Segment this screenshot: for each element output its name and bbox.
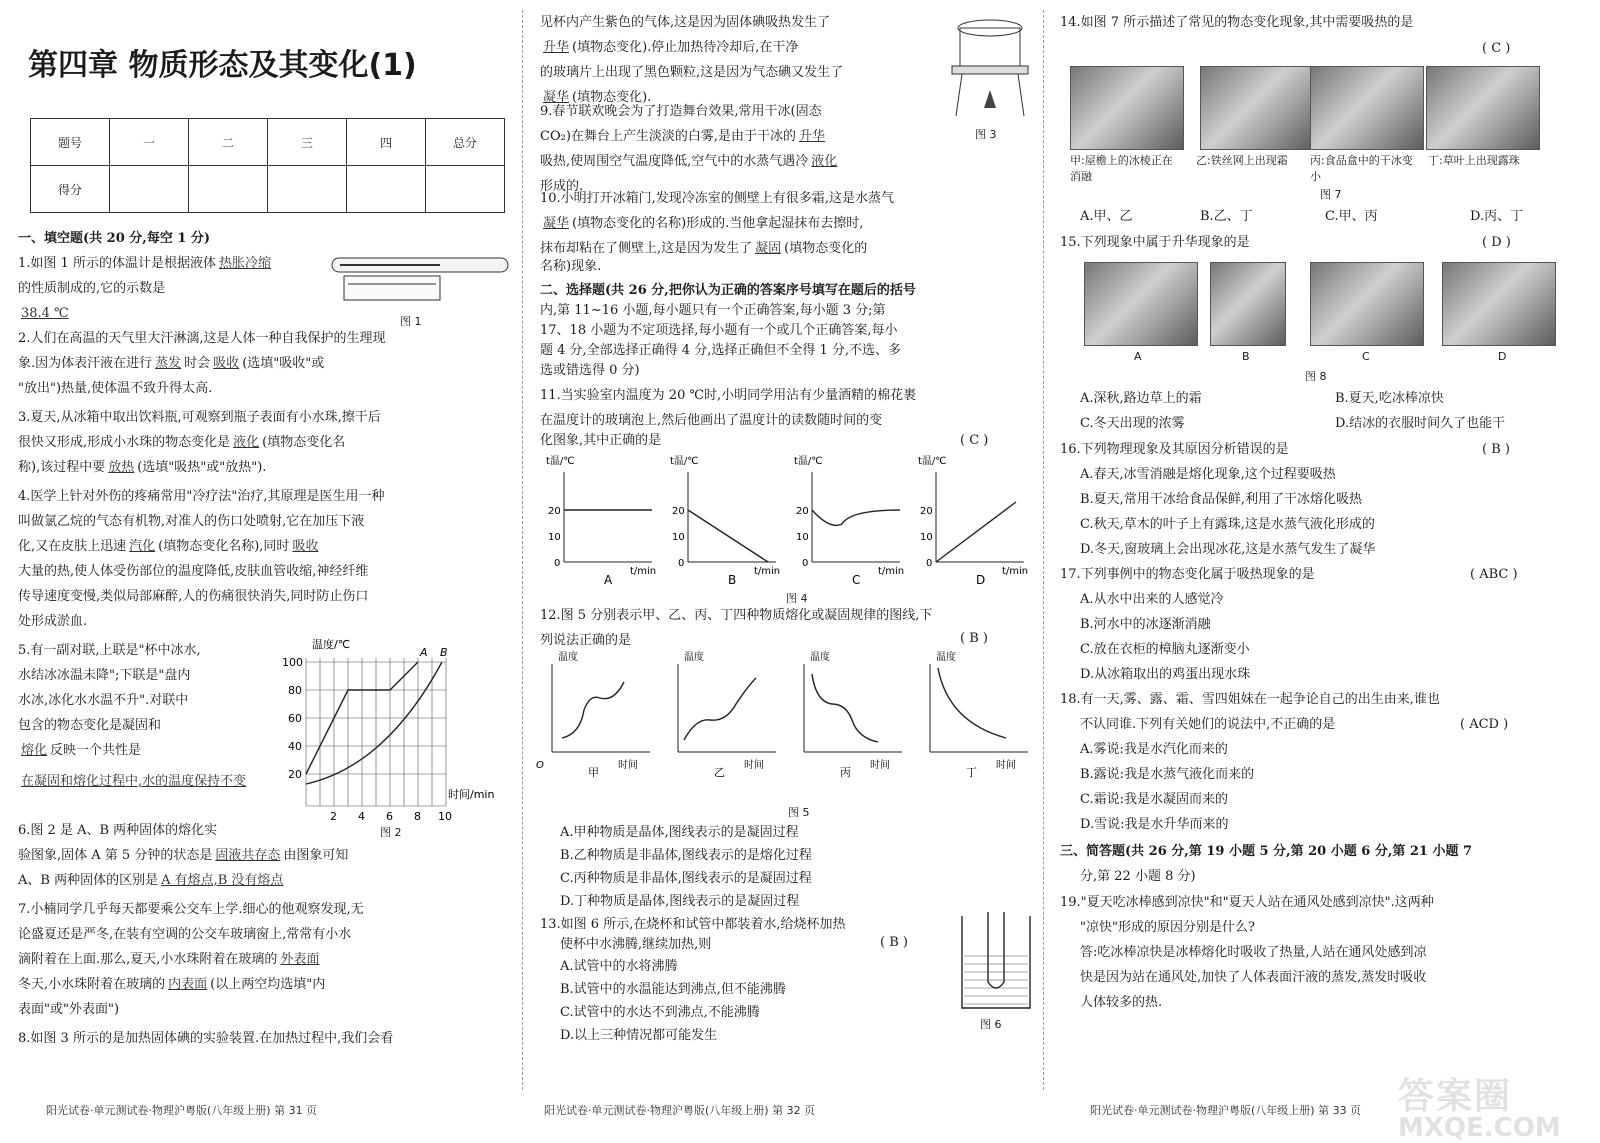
section-2-line4: 题 4 分,全部选择正确得 4 分,选择正确但不全得 1 分,不选、多 [540, 343, 902, 358]
q1-line1: 1.如图 1 所示的体温计是根据液体 热胀冷缩 [18, 256, 271, 271]
q12-option-c: C.丙种物质是非晶体,图线表示的是凝固过程 [560, 871, 812, 886]
q5-line2: 水结冰冰温未降";下联是"盘内 [18, 668, 191, 683]
q4-line2: 叫做氯乙烷的气态有机物,对准人的伤口处喷射,它在加压下液 [18, 514, 365, 529]
svg-text:0: 0 [678, 558, 685, 569]
right-column [1050, 0, 1595, 1143]
section-2-line3: 17、18 小题为不定项选择,每小题有一个或几个正确答案,每小 [540, 323, 898, 338]
q6-line3: A、B 两种固体的区别是 A 有熔点,B 没有熔点 [18, 873, 284, 888]
score-cell [189, 166, 268, 213]
svg-text:甲: 甲 [588, 766, 599, 779]
q18-option-b: B.露说:我是水蒸气液化而来的 [1080, 767, 1255, 782]
svg-text:4: 4 [358, 810, 365, 823]
q9-line4: 形成的. [540, 179, 584, 194]
score-cell [110, 166, 189, 213]
q6-line1: 6.图 2 是 A、B 两种固体的熔化实 [18, 823, 218, 838]
fig8-label-a: A [1134, 350, 1142, 363]
q16-line1: 16.下列物理现象及其原因分析错误的是 [1060, 442, 1289, 457]
q19-line1: 19."夏天吃冰棒感到凉快"和"夏天人站在通风处感到凉快".这两种 [1060, 895, 1434, 910]
q7-line4: 冬天,小水珠附着在玻璃的 内表面 (以上两空均选填"内 [18, 977, 326, 992]
q17-line1: 17.下列事例中的物态变化属于吸热现象的是 [1060, 567, 1315, 582]
fig4-chart-a [546, 455, 656, 587]
score-table [30, 118, 505, 213]
fig7-photo-jia [1070, 66, 1184, 150]
fig8-label-b: B [1242, 350, 1250, 363]
figure-1-caption: 图 1 [400, 315, 422, 328]
q8-line1: 8.如图 3 所示的是加热固体碘的实验装置.在加热过程中,我们会看 [18, 1031, 394, 1046]
q15-option-d: D.结冰的衣服时间久了也能干 [1335, 416, 1506, 431]
svg-text:t/min: t/min [1002, 566, 1029, 577]
svg-text:t温/℃: t温/℃ [794, 456, 823, 467]
score-cell [268, 166, 347, 213]
section-1-heading: 一、填空题(共 20 分,每空 1 分) [18, 231, 211, 246]
score-header: 一 [110, 119, 189, 166]
score-header: 总分 [426, 119, 505, 166]
q9-line1: 9.春节联欢晚会为了打造舞台效果,常用干冰(固态 [540, 104, 822, 119]
q7-line5: 表面"或"外表面") [18, 1002, 120, 1017]
q2-line2: 象.因为体表汗液在进行 蒸发 时会 吸收 (选填"吸收"或 [18, 356, 325, 371]
score-cell [347, 166, 426, 213]
svg-text:t温/℃: t温/℃ [670, 456, 699, 467]
q5-line3: 水冰,冰化水水温不升".对联中 [18, 693, 189, 708]
svg-text:100: 100 [282, 656, 303, 669]
q4-line4: 大量的热,使人体受伤部位的温度降低,皮肤血管收缩,神经纤维 [18, 564, 369, 579]
q19-answer-line3: 人体较多的热. [1080, 995, 1163, 1010]
fig5-chart-ding [930, 650, 1028, 779]
fig7-photo-bing [1310, 66, 1424, 150]
q4-line1: 4.医学上针对外伤的疼痛常用"冷疗法"治疗,其原理是医生用一种 [18, 489, 385, 504]
svg-text:O: O [536, 760, 544, 771]
q15-line1: 15.下列现象中属于升华现象的是 [1060, 235, 1250, 250]
q11-answer: ( C ) [960, 433, 989, 448]
fig5-chart-yi [678, 650, 776, 779]
q12-line2: 列说法正确的是 [540, 633, 632, 648]
fig8-photo-b [1210, 262, 1286, 346]
fig5-chart-jia [536, 650, 650, 779]
fig8-photo-a [1084, 262, 1198, 346]
q14-line1: 14.如图 7 所示描述了常见的物态变化现象,其中需要吸热的是 [1060, 15, 1414, 30]
svg-text:20: 20 [288, 768, 302, 781]
figure-7-caption: 图 7 [1320, 188, 1342, 201]
curve-b [306, 662, 442, 784]
q18-line2: 不认同谁.下列有关她们的说法中,不正确的是 [1080, 717, 1336, 732]
figure-3-caption: 图 3 [975, 128, 997, 141]
fig7-caption-bing: 丙:食品盒中的干冰变小 [1310, 154, 1413, 183]
q15-answer: ( D ) [1482, 235, 1511, 250]
svg-text:t/min: t/min [754, 566, 781, 577]
q10-line1: 10.小明打开冰箱门,发现冷冻室的侧壁上有很多霜,这是水蒸气 [540, 191, 894, 206]
svg-text:A: A [604, 573, 613, 587]
fig5-chart-bing [804, 650, 902, 779]
figure-8-caption: 图 8 [1305, 370, 1327, 383]
q13-option-b: B.试管中的水温能达到沸点,但不能沸腾 [560, 982, 786, 997]
q17-option-d: D.从冰箱取出的鸡蛋出现水珠 [1080, 667, 1251, 682]
fig4-chart-c [794, 455, 904, 587]
q11-line1: 11.当实验室内温度为 20 ℃时,小明同学用沾有少量酒精的棉花裹 [540, 388, 917, 403]
q16-option-b: B.夏天,常用干冰给食品保鲜,利用了干冰熔化吸热 [1080, 492, 1362, 507]
figure-2-chart [276, 636, 512, 834]
svg-text:40: 40 [288, 740, 302, 753]
q15-option-c: C.冬天出现的浓雾 [1080, 416, 1185, 431]
svg-text:80: 80 [288, 684, 302, 697]
q8-cont-line3: 的玻璃片上出现了黑色颗粒,这是因为气态碘又发生了 [540, 65, 844, 80]
fig7-caption-yi: 乙:铁丝网上出现霜 [1196, 154, 1288, 167]
svg-text:10: 10 [796, 532, 809, 543]
q11-line2: 在温度计的玻璃泡上,然后他画出了温度计的读数随时间的变 [540, 413, 883, 428]
q5-answer: 在凝固和熔化过程中,水的温度保持不变 [21, 774, 247, 789]
page-footer-33: 阳光试卷·单元测试卷·物理沪粤版(八年级上册) 第 33 页 [1090, 1104, 1362, 1117]
q12-option-d: D.丁种物质是晶体,图线表示的是凝固过程 [560, 894, 800, 909]
score-row-label: 得分 [31, 166, 110, 213]
q3-line3: 称),该过程中要 放热 (选填"吸热"或"放热"). [18, 460, 267, 475]
figure-5-charts [534, 648, 1034, 788]
svg-text:D: D [976, 573, 986, 587]
q5-line5: 熔化 反映一个共性是 [21, 743, 142, 758]
section-3-heading: 三、简答题(共 26 分,第 19 小题 5 分,第 20 小题 6 分,第 21 小题 7 [1060, 844, 1473, 859]
q12-answer: ( B ) [960, 631, 988, 646]
svg-text:0: 0 [802, 558, 809, 569]
q14-option-b: B.乙、丁 [1200, 209, 1253, 224]
q3-line1: 3.夏天,从冰箱中取出饮料瓶,可观察到瓶子表面有小水珠,擦干后 [18, 410, 381, 425]
fig4-chart-d [918, 455, 1028, 587]
score-header: 题号 [31, 119, 110, 166]
q1-line3: 38.4 ℃ [21, 306, 69, 321]
q14-answer: ( C ) [1482, 41, 1511, 56]
q18-answer: ( ACD ) [1460, 717, 1509, 732]
svg-text:温度: 温度 [810, 652, 830, 663]
figure-3-apparatus [948, 14, 1032, 124]
q14-option-c: C.甲、丙 [1325, 209, 1378, 224]
q16-option-d: D.冬天,窗玻璃上会出现冰花,这是水蒸气发生了凝华 [1080, 542, 1376, 557]
svg-text:20: 20 [548, 506, 561, 517]
svg-text:乙: 乙 [714, 766, 725, 779]
watermark-logo: 答案圈 MXQE.COM [1398, 1076, 1561, 1143]
q4-line5: 传导速度变慢,类似局部麻醉,人的伤痛很快消失,同时防止伤口 [18, 589, 369, 604]
q7-line2: 论盛夏还是严冬,在装有空调的公交车玻璃窗上,常常有小水 [18, 927, 352, 942]
svg-text:时间: 时间 [618, 760, 638, 771]
q13-option-a: A.试管中的水将沸腾 [560, 959, 678, 974]
q5-line4: 包含的物态变化是凝固和 [18, 718, 162, 733]
q14-option-a: A.甲、乙 [1080, 209, 1133, 224]
svg-text:10: 10 [920, 532, 933, 543]
q16-answer: ( B ) [1482, 442, 1510, 457]
section-2-line5: 选或错选得 0 分) [540, 363, 640, 378]
fig7-caption-jia: 甲:屋檐上的冰棱正在消融 [1070, 154, 1173, 183]
thermometer-figure [330, 254, 512, 314]
q6-line2: 验图象,固体 A 第 5 分钟的状态是 固液共存态 由图象可知 [18, 848, 349, 863]
page-footer-32: 阳光试卷·单元测试卷·物理沪粤版(八年级上册) 第 32 页 [544, 1104, 816, 1117]
q18-option-a: A.雾说:我是水汽化而来的 [1080, 742, 1228, 757]
score-cell [426, 166, 505, 213]
q10-line4: 名称)现象. [540, 259, 602, 274]
q13-option-c: C.试管中的水达不到沸点,不能沸腾 [560, 1005, 760, 1020]
svg-text:6: 6 [386, 810, 393, 823]
q12-option-b: B.乙种物质是非晶体,图线表示的是熔化过程 [560, 848, 812, 863]
svg-text:0: 0 [554, 558, 561, 569]
svg-text:20: 20 [796, 506, 809, 517]
q12-line1: 12.图 5 分别表示甲、乙、丙、丁四种物质熔化或凝固规律的图线,下 [540, 608, 933, 623]
q4-line6: 处形成淤血. [18, 614, 88, 629]
q9-line2: CO₂)在舞台上产生淡淡的白雾,是由于干冰的 升华 [540, 129, 826, 144]
middle-column [530, 0, 1040, 1136]
q10-line2: 凝华 (填物态变化的名称)形成的.当他拿起湿抹布去擦时, [543, 216, 864, 231]
score-header: 三 [268, 119, 347, 166]
q13-option-d: D.以上三种情况都可能发生 [560, 1028, 718, 1043]
q8-cont-line4: 凝华 (填物态变化). [543, 90, 652, 105]
svg-text:时间: 时间 [744, 760, 764, 771]
q11-line3: 化图象,其中正确的是 [540, 433, 662, 448]
fig8-label-c: C [1362, 350, 1370, 363]
figure-6-caption: 图 6 [980, 1018, 1002, 1031]
fig7-photo-yi [1200, 66, 1314, 150]
q9-line3: 吸热,使周围空气温度降低,空气中的水蒸气遇冷 液化 [540, 154, 838, 169]
svg-text:温度: 温度 [558, 652, 578, 663]
score-header: 二 [189, 119, 268, 166]
score-header: 四 [347, 119, 426, 166]
q17-answer: ( ABC ) [1470, 567, 1518, 582]
q18-option-c: C.霜说:我是水凝固而来的 [1080, 792, 1228, 807]
fig8-label-d: D [1498, 350, 1507, 363]
fig8-photo-d [1442, 262, 1556, 346]
q17-option-c: C.放在衣柜的樟脑丸逐渐变小 [1080, 642, 1250, 657]
svg-text:60: 60 [288, 712, 302, 725]
q18-line1: 18.有一天,雾、露、霜、雪四姐妹在一起争论自己的出生由来,谁也 [1060, 692, 1440, 707]
q13-line2: 使杯中水沸腾,继续加热,则 [560, 937, 712, 952]
q14-option-d: D.丙、丁 [1470, 209, 1524, 224]
svg-text:20: 20 [920, 506, 933, 517]
svg-text:A: A [420, 646, 428, 659]
section-2-heading: 二、选择题(共 26 分,把你认为正确的答案序号填写在题后的括号 [540, 283, 916, 298]
q15-option-a: A.深秋,路边草上的霜 [1080, 391, 1202, 406]
column-divider-2 [1043, 10, 1044, 1090]
q18-option-d: D.雪说:我是水升华而来的 [1080, 817, 1229, 832]
figure-6-beaker [958, 912, 1034, 1012]
q2-line3: "放出")热量,使体温不致升得太高. [18, 381, 213, 396]
svg-text:10: 10 [438, 810, 452, 823]
svg-text:B: B [440, 646, 448, 659]
svg-text:t温/℃: t温/℃ [546, 456, 575, 467]
q10-line3: 抹布却粘在了侧壁上,这是因为发生了 凝固 (填物态变化的 [540, 241, 868, 256]
q12-option-a: A.甲种物质是晶体,图线表示的是凝固过程 [560, 825, 799, 840]
svg-text:C: C [852, 573, 861, 587]
fig2-xlabel: 时间/min [448, 788, 495, 801]
q5-line1: 5.有一副对联,上联是"杯中冰水, [18, 643, 201, 658]
section-3-line2: 分,第 22 小题 8 分) [1080, 869, 1196, 884]
fig8-photo-c [1310, 262, 1424, 346]
figure-4-charts [534, 452, 1034, 602]
q15-option-b: B.夏天,吃冰棒凉快 [1335, 391, 1444, 406]
q16-option-c: C.秋天,草木的叶子上有露珠,这是水蒸气液化形成的 [1080, 517, 1375, 532]
svg-text:丁: 丁 [966, 766, 977, 779]
q7-line1: 7.小楠同学几乎每天都要乘公交车上学.细心的他观察发现,无 [18, 902, 364, 917]
q3-line2: 很快又形成,形成小水珠的物态变化是 液化 (填物态变化名 [18, 435, 346, 450]
column-divider-1 [522, 10, 523, 1090]
fig2-ylabel: 温度/℃ [312, 638, 351, 651]
svg-text:温度: 温度 [684, 652, 704, 663]
svg-text:10: 10 [672, 532, 685, 543]
q17-option-b: B.河水中的冰逐渐消融 [1080, 617, 1211, 632]
svg-text:时间: 时间 [870, 760, 890, 771]
q19-answer-line2: 快是因为站在通风处,加快了人体表面汗液的蒸发,蒸发时吸收 [1080, 970, 1427, 985]
q4-line3: 化,又在皮肤上迅速 汽化 (填物态变化名称),同时 吸收 [18, 539, 319, 554]
svg-text:8: 8 [414, 810, 421, 823]
q7-line3: 滴附着在上面.那么,夏天,小水珠附着在玻璃的 外表面 [18, 952, 320, 967]
svg-text:时间: 时间 [996, 760, 1016, 771]
q13-answer: ( B ) [880, 935, 908, 950]
svg-text:丙: 丙 [840, 766, 851, 779]
figure-5-caption: 图 5 [788, 806, 810, 819]
q1-line2: 的性质制成的,它的示数是 [18, 281, 166, 296]
q16-option-a: A.春天,冰雪消融是熔化现象,这个过程要吸热 [1080, 467, 1336, 482]
svg-text:t温/℃: t温/℃ [918, 456, 947, 467]
figure-2-caption: 图 2 [380, 826, 402, 839]
left-column [0, 0, 520, 1136]
figure-4-caption: 图 4 [786, 592, 808, 605]
svg-text:t/min: t/min [630, 566, 657, 577]
q17-option-a: A.从水中出来的人感觉冷 [1080, 592, 1224, 607]
svg-text:t/min: t/min [878, 566, 905, 577]
svg-text:B: B [728, 573, 737, 587]
page-title: 第四章 物质形态及其变化(1) [28, 48, 417, 83]
svg-text:0: 0 [926, 558, 933, 569]
fig7-caption-ding: 丁:草叶上出现露珠 [1428, 154, 1520, 167]
fig7-photo-ding [1426, 66, 1540, 150]
svg-text:20: 20 [672, 506, 685, 517]
svg-text:温度: 温度 [936, 652, 956, 663]
fig4-chart-b [670, 455, 780, 587]
svg-text:2: 2 [330, 810, 337, 823]
page-footer-31: 阳光试卷·单元测试卷·物理沪粤版(八年级上册) 第 31 页 [46, 1104, 318, 1117]
q2-line1: 2.人们在高温的天气里大汗淋漓,这是人体一种自我保护的生理现 [18, 331, 386, 346]
q8-cont-line1: 见杯内产生紫色的气体,这是因为固体碘吸热发生了 [540, 15, 831, 30]
svg-text:10: 10 [548, 532, 561, 543]
q19-line2: "凉快"形成的原因分别是什么? [1080, 920, 1255, 935]
q19-answer-line1: 答:吃冰棒凉快是冰棒熔化时吸收了热量,人站在通风处感到凉 [1080, 945, 1427, 960]
q8-cont-line2: 升华 (填物态变化).停止加热待冷却后,在干净 [543, 40, 799, 55]
q13-line1: 13.如图 6 所示,在烧杯和试管中都装着水,给烧杯加热 [540, 917, 846, 932]
section-2-line2: 内,第 11~16 小题,每小题只有一个正确答案,每小题 3 分;第 [540, 303, 886, 318]
